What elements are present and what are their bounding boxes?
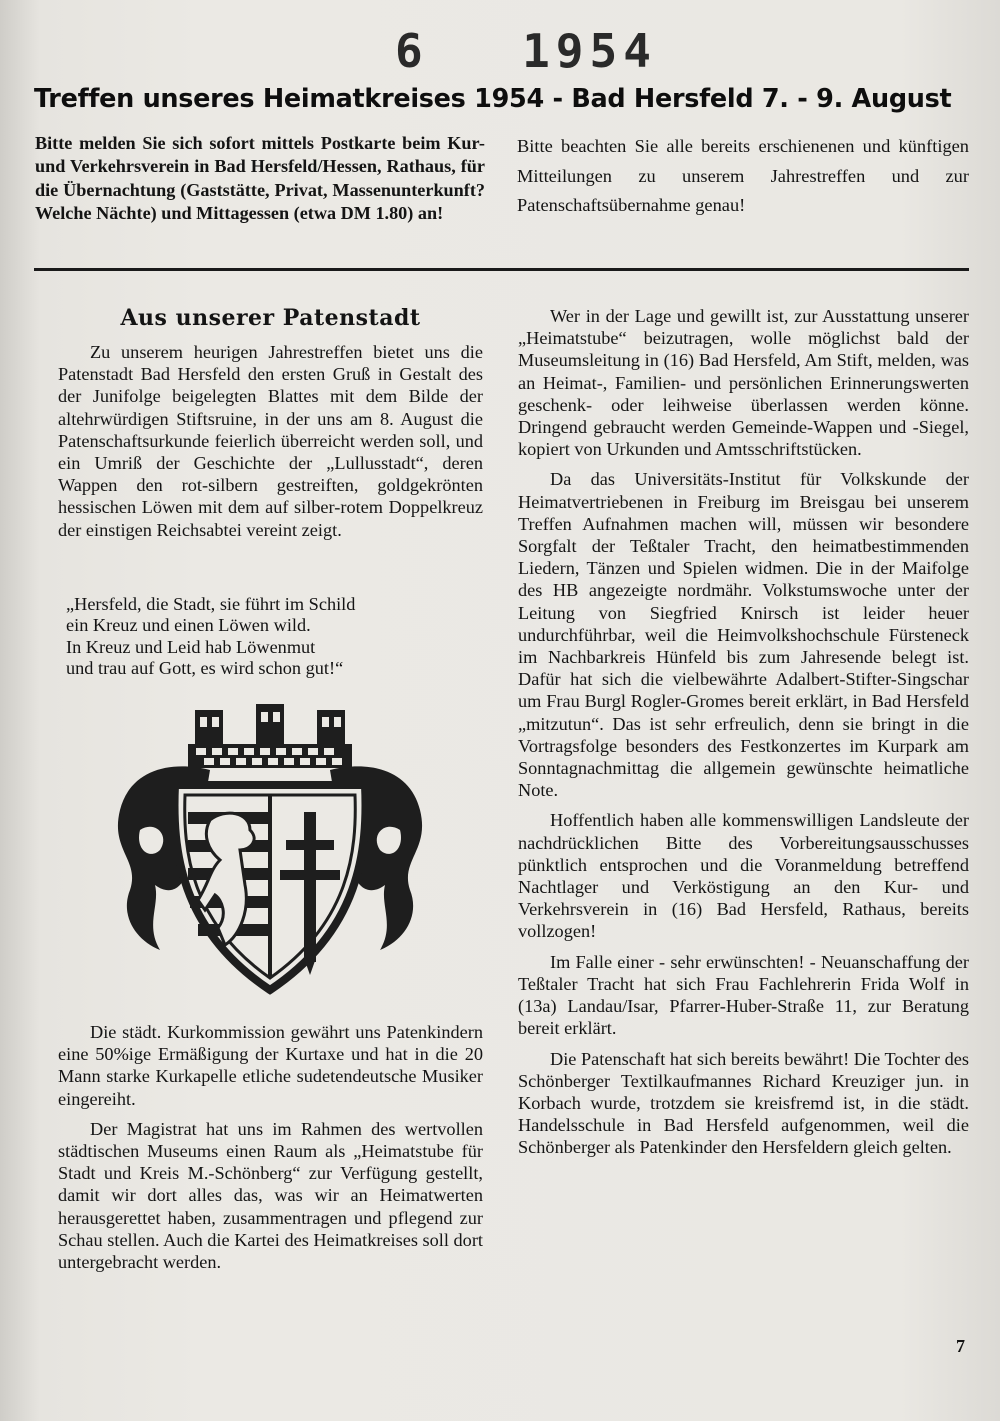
issue-year-stamp	[395, 24, 657, 78]
announcement-notice: Bitte beachten Sie alle bereits erschienenen und künftigen Mitteilungen zu unserem Jahrestreffen und zur Patenschaftsübernahme genau!	[517, 136, 969, 215]
page-headline: Treffen unseres Heimatkreises 1954 - Bad Hersfeld 7. - 9. August	[34, 84, 952, 114]
poem-line: und trau auf Gott, es wird schon gut!“	[66, 657, 344, 678]
intro-paragraph: Zu unserem heurigen Jahrestreffen bietet uns die Patenstadt Bad Hersfeld den ersten Gruß in Gestalt des der Junifolge beigelegten Blattes mit dem Bilde der altehrwürdigen Stiftsruine, in der uns am 8. August die Patenschaftsurkunde feierlich überreicht werden soll, und ein Umriß der Geschichte der „Lullusstadt“, deren Wappen den rot-silbern gestreiften, goldgekrönten hessischen Löwen mit dem auf silber-rotem Doppelkreuz der einstigen Reichsabtei vereint zeigt.	[58, 342, 483, 540]
paragraph: Hoffentlich haben alle kommenswilligen Landsleute der nachdrücklichen Bitte des Vorbereitungsausschusses pünktlich entsprochen und die Voranmeldung betreffend Nachtlager und Verköstigung an den Kur- und Verkehrsverein in (16) Bad Hersfeld, Rathaus, bereits vollzogen!	[518, 810, 969, 942]
paragraph: Die Patenschaft hat sich bereits bewährt! Die Tochter des Schönberger Textilkaufmannes Richard Kreuziger jun. in Korbach wurde, trotzdem sie kreisfremd ist, in die städt. Handelsschule in Bad Hersfeld aufgenommen, weil die Schönberger als Patenkinder den Hersfeldern gleich gelten.	[518, 1048, 969, 1158]
hersfeld-coat-of-arms	[100, 700, 440, 1000]
paragraph: Da das Universitäts-Institut für Volkskunde der Heimatvertriebenen in Freiburg im Breisgau bei unserem Treffen Aufnahmen machen will, müssen wir besondere Sorgfalt der Teßtaler Tracht, den heimatbestimmenden Liedern, Tänzen und Spielen widmen. Die in der Maifolge des HB angezeigte nordmähr. Volkstumswoche unter der Leitung von Siegfried Knirsch ist leider heuer undurchführbar, weil die Heimvolkshochschule Fürsteneck im Nachbarkreis Hünfeld bis zum Jahresende belegt ist. Dafür hat sich die vielbewährte Adalbert-Stifter-Singschar um Frau Burgl Rogler-Gromes bereit erklärt, in Bad Hersfeld „mitzutun“. Das ist sehr erfreulich, denn sie bringt in die Vortragsfolge besonders des Festkonzertes im Kurpark am Sonntagnachmittag die allgemein gewünschte heimatliche Note.	[518, 469, 969, 801]
paragraph: Im Falle einer - sehr erwünschten! - Neuanschaffung der Teßtaler Tracht hat sich Frau Fachlehrerin Frida Wolf in (13a) Landau/Isar, Pfarrer-Huber-Straße 11, zur Beratung bereit erklärt.	[518, 951, 969, 1039]
registration-notice: Bitte melden Sie sich sofort mittels Postkarte beim Kur- und Verkehrsverein in Bad Hersfeld/Hessen, Rathaus, für die Übernachtung (Gaststätte, Privat, Massenunterkunft? Welche Nächte) und Mittagessen (etwa DM 1.80) an!	[35, 133, 485, 223]
issue-year: 1954	[522, 24, 657, 78]
paragraph: Der Magistrat hat uns im Rahmen des wertvollen städtischen Museums einen Raum als „Heimatstube für Stadt und Kreis M.-Schönberg“ zur Verfügung gestellt, damit wir dort alles das, was wir an Heimatwerten herausgerettet haben, zusammentragen und pflegend zur Schau stellen. Auch die Kartei des Heimatkreises soll dort untergebracht werden.	[58, 1118, 483, 1273]
poem	[66, 594, 486, 679]
poem-line: In Kreuz und Leid hab Löwenmut	[66, 636, 316, 657]
section-title: Aus unserer Patenstadt	[120, 305, 421, 331]
page-number: 7	[956, 1336, 965, 1356]
issue-number: 6	[395, 24, 429, 78]
paragraph: Die städt. Kurkommission gewährt uns Patenkindern eine 50%ige Ermäßigung der Kurtaxe und hat in die 20 Mann starke Kurkapelle etliche sudetendeutsche Musiker eingereiht.	[58, 1022, 483, 1109]
section-divider	[34, 268, 969, 271]
left-column-continued	[58, 1021, 483, 1281]
poem-line: ein Kreuz und einen Löwen wild.	[66, 615, 311, 636]
poem-line: „Hersfeld, die Stadt, sie führt im Schild	[66, 594, 356, 614]
paragraph: Wer in der Lage und gewillt ist, zur Ausstattung unserer „Heimatstube“ beizutragen, wolle möglichst bald der Museumsleitung in (16) Bad Hersfeld, Am Stift, melden, was an Heimat-, Familien- und persönlichen Erinnerungswerten geschenk- oder leihweise überlassen werden könne. Dringend gebraucht werden Gemeinde-Wappen und -Siegel, kopiert von Urkunden und Amtsschriftstücken.	[518, 306, 969, 460]
right-column	[518, 305, 969, 1167]
left-column-intro	[58, 341, 483, 549]
